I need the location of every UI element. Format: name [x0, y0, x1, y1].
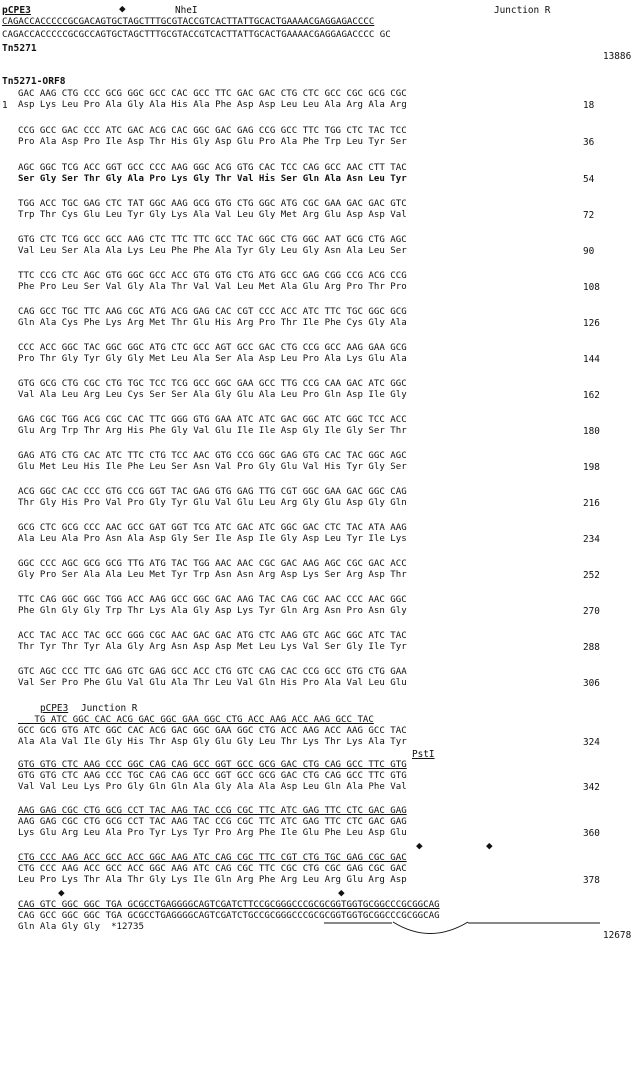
aa-end-number: 162 — [583, 390, 600, 401]
aa-end-number: 360 — [583, 828, 600, 839]
aa-row: Val Leu Ser Ala Ala Lys Leu Phe Phe Ala Tyr Gly Leu Gly Asn Ala Leu Ser — [18, 246, 407, 256]
aa-row: Lys Glu Arg Leu Ala Pro Tyr Lys Tyr Pro Arg Phe Ile Glu Phe Leu Asp Glu — [18, 828, 407, 838]
aa-end-number: 18 — [583, 100, 595, 111]
arc-connector — [393, 922, 468, 934]
aa-row: Glu Arg Trp Thr Arg His Phe Gly Val Glu Ile Ile Asp Gly Ile Gly Ser Thr — [18, 426, 407, 436]
aa-row: Gln Ala Gly Gly *12735 — [18, 922, 144, 932]
aa-end-number: 252 — [583, 570, 600, 581]
pcpe3-row: TG ATC GGC CAC ACG GAC GGC GAA GGC CTG ACC AAG ACC AAG GCC TAC — [18, 715, 374, 725]
aa-end-number: 90 — [583, 246, 595, 257]
aa-end-number: 234 — [583, 534, 600, 545]
nt-row: CCC ACC GGC TAC GGC GGC ATG CTC GCC AGT GCC GAC CTG CCG GCC AAG GAA GCG — [18, 343, 407, 353]
tn5271-label: Tn5271 — [2, 43, 37, 54]
nt-row: GCC GCG GTG ATC GGC CAC ACG GAC GGC GAA GGC CTG ACC AAG ACC AAG GCC TAC — [18, 726, 407, 736]
aa-end-number: 36 — [583, 137, 595, 148]
end-position-number: 12678 — [603, 930, 632, 941]
aa-end-number: 288 — [583, 642, 600, 653]
aa-row: Val Val Leu Lys Pro Gly Gln Gln Ala Gly Ala Ala Asp Leu Gln Ala Phe Val — [18, 782, 407, 792]
aa-end-number: 324 — [583, 737, 600, 748]
aa-row: Asp Lys Leu Pro Ala Gly Ala His Ala Phe Asp Asp Leu Leu Ala Arg Ala Arg — [18, 100, 407, 110]
pcpe3-row: GTG GTG CTC AAG CCC GGC CAG CAG GCC GGT GCC GCG GAC CTG CAG GCC TTC GTG — [18, 760, 407, 770]
aa-row: Leu Pro Lys Thr Ala Thr Gly Lys Ile Gln Arg Phe Arg Leu Arg Glu Arg Asp — [18, 875, 407, 885]
nt-row: TGG ACC TGC GAG CTC TAT GGC AAG GCG GTG CTG GGC ATG CGC GAA GAC GAC GTC — [18, 199, 407, 209]
aa-row: Gly Pro Ser Ala Ala Leu Met Tyr Trp Asn Asn Arg Asp Lys Ser Arg Asp Thr — [18, 570, 407, 580]
diamond-marker-icon: ◆ — [58, 886, 65, 899]
aa-end-number: 54 — [583, 174, 595, 185]
pcpe3-junction-label: pCPE3 — [40, 703, 69, 714]
aa-row: Val Ala Leu Arg Leu Cys Ser Ser Ala Gly Glu Ala Leu Pro Gln Asp Ile Gly — [18, 390, 407, 400]
nt-row: AGC GGC TCG ACC GGT GCC CCC AAG GGC ACG GTG CAC TCC CAG GCC AAC CTT TAC — [18, 163, 407, 173]
aa-end-number: 306 — [583, 678, 600, 689]
nt-row: GTG GCG CTG CGC CTG TGC TCC TCG GCC GGC GAA GCC TTG CCG CAA GAC ATC GGC — [18, 379, 407, 389]
diamond-marker-icon: ◆ — [416, 839, 423, 852]
orf-label: Tn5271-ORF8 — [2, 76, 66, 87]
aa-row: Ala Ala Val Ile Gly His Thr Asp Gly Glu Gly Leu Thr Lys Thr Lys Ala Tyr — [18, 737, 407, 747]
junction-r-label-2: Junction R — [81, 703, 138, 714]
aa-row: Ser Gly Ser Thr Gly Ala Pro Lys Gly Thr Val His Ser Gln Ala Asn Leu Tyr — [18, 174, 407, 184]
nt-row: ACC TAC ACC TAC GCC GGG CGC AAC GAC GAC ATG CTC AAG GTC AGC GGC ATC TAC — [18, 631, 407, 641]
nt-row: CAG GCC TGC TTC AAG CGC ATG ACG GAG CAC CGT CCC ACC ATC TTC TGC GGC GCG — [18, 307, 407, 317]
aa-row: Pro Ala Asp Pro Ile Asp Thr His Gly Asp Glu Pro Ala Phe Trp Leu Tyr Ser — [18, 137, 407, 147]
start-number: 1 — [2, 100, 8, 111]
aa-row: Thr Gly His Pro Val Pro Gly Tyr Glu Val Glu Leu Arg Gly Glu Asp Gly Gln — [18, 498, 407, 508]
aa-row: Gln Ala Cys Phe Lys Arg Met Thr Glu His Arg Pro Thr Ile Phe Cys Gly Ala — [18, 318, 407, 328]
aa-end-number: 144 — [583, 354, 600, 365]
nt-row: TTC CCG CTC AGC GTG GGC GCC ACC GTG GTG CTG ATG GCC GAG CGG CCG ACG CCG — [18, 271, 407, 281]
aa-row: Phe Pro Leu Ser Val Gly Ala Thr Val Val Leu Met Ala Glu Arg Pro Thr Pro — [18, 282, 407, 292]
tn5271-sequence: CAGACCACCCCCGCGCCAGTGCTAGCTTTGCGTACCGTCACTTATTGCACTGAAAACGAGGAGACCCC GC — [2, 30, 391, 40]
nt-row: GAG CGC TGG ACG CGC CAC TTC GGG GTG GAA ATC ATC GAC GGC ATC GGC TCC ACC — [18, 415, 407, 425]
aa-row: Glu Met Leu His Ile Phe Leu Ser Asn Val Pro Gly Glu Val His Tyr Gly Ser — [18, 462, 407, 472]
nt-row: GTG CTC TCG GCC GCC AAG CTC TTC TTC GCC TAC GGC CTG GGC AAT GCG CTG AGC — [18, 235, 407, 245]
nt-row: TTC CAG GGC GGC TGG ACC AAG GCC GGC GAC AAG TAC CAG CGC AAC CCC AAC GGC — [18, 595, 407, 605]
aa-row: Thr Tyr Thr Tyr Ala Gly Arg Asn Asp Asp Met Leu Lys Val Ser Gly Ile Tyr — [18, 642, 407, 652]
aa-end-number: 216 — [583, 498, 600, 509]
nt-row: CCG GCC GAC CCC ATC GAC ACG CAC GGC GAC GAG CCG GCC TTC TGG CTC TAC TCC — [18, 126, 407, 136]
nt-row: GTC AGC CCC TTC GAG GTC GAG GCC ACC CTG GTC CAG CAC CCG GCC GTG CTG GAA — [18, 667, 407, 677]
pcpe3-sequence: CAGACCACCCCCGCGACAGTGCTAGCTTTGCGTACCGTCACTTATTGCACTGAAAACGAGGAGACCCC — [2, 17, 375, 27]
psti-label: PstI — [412, 749, 435, 760]
aa-end-number: 342 — [583, 782, 600, 793]
pcpe3-row: AAG GAG CGC CTG GCG CCT TAC AAG TAC CCG CGC TTC ATC GAG TTC CTC GAC GAG — [18, 806, 407, 816]
aa-row: Ala Leu Ala Pro Asn Ala Asp Gly Ser Ile Asp Ile Gly Asp Leu Tyr Ile Lys — [18, 534, 407, 544]
nt-row: GGC CCC AGC GCG GCG TTG ATG TAC TGG AAC AAC CGC GAC AAG AGC CGC GAC ACC — [18, 559, 407, 569]
aa-end-number: 72 — [583, 210, 595, 221]
nhei-label: NheI — [175, 5, 198, 16]
aa-end-number: 126 — [583, 318, 600, 329]
nt-row: CTG CCC AAG ACC GCC ACC GGC AAG ATC CAG CGC TTC CGC CTG CGC GAG CGC GAC — [18, 864, 407, 874]
nt-row: GAC AAG CTG CCC GCG GGC GCC CAC GCC TTC GAC GAC CTG CTC GCC CGC GCG CGC — [18, 89, 407, 99]
aa-row: Phe Gln Gly Gly Trp Thr Lys Ala Gly Asp Lys Tyr Gln Arg Asn Pro Asn Gly — [18, 606, 407, 616]
aa-end-number: 108 — [583, 282, 600, 293]
nt-row: GTG GTG CTC AAG CCC TGC CAG CAG GCC GGT GCC GCG GAC CTG CAG GCC TTC GTG — [18, 771, 407, 781]
diamond-marker-icon: ◆ — [486, 839, 493, 852]
pcpe3-label: pCPE3 — [2, 5, 31, 16]
diamond-marker-icon: ◆ — [119, 2, 126, 15]
junction-r-label: Junction R — [494, 5, 551, 16]
aa-end-number: 180 — [583, 426, 600, 437]
pcpe3-row: CTG CCC AAG ACC GCC ACC GGC AAG ATC CAG CGC TTC CGT CTG TGC GAG CGC GAC — [18, 853, 407, 863]
nt-row: GCG CTC GCG CCC AAC GCC GAT GGT TCG ATC GAC ATC GGC GAC CTC TAC ATA AAG — [18, 523, 407, 533]
aa-end-number: 198 — [583, 462, 600, 473]
nt-row: CAG GCC GGC GGC TGA GCGCCTGAGGGGCAGTCGATCTGCCGCGGGCCCGCGCGGTGGTGCGGCCCGCGGCAG — [18, 911, 440, 921]
aa-row: Pro Thr Gly Tyr Gly Gly Met Leu Ala Ser Ala Asp Leu Pro Ala Lys Glu Ala — [18, 354, 407, 364]
aa-row: Trp Thr Cys Glu Leu Tyr Gly Lys Ala Val Leu Gly Met Arg Glu Asp Asp Val — [18, 210, 407, 220]
pcpe3-row: CAG GTC GGC GGC TGA GCGCCTGAGGGGCAGTCGATCTTCCGCGGGCCCGCGCGGTGGTGCGGCCCGCGGCAG — [18, 900, 440, 910]
aa-row: Val Ser Pro Phe Glu Val Glu Ala Thr Leu Val Gln His Pro Ala Val Leu Glu — [18, 678, 407, 688]
aa-end-number: 378 — [583, 875, 600, 886]
nt-row: ACG GGC CAC CCC GTG CCG GGT TAC GAG GTG GAG TTG CGT GGC GAA GAC GGC CAG — [18, 487, 407, 497]
tn5271-position: 13886 — [603, 51, 632, 62]
nt-row: AAG GAG CGC CTG GCG CCT TAC AAG TAC CCG CGC TTC ATC GAG TTC CTC GAC GAG — [18, 817, 407, 827]
aa-end-number: 270 — [583, 606, 600, 617]
diamond-marker-icon: ◆ — [338, 886, 345, 899]
nt-row: GAG ATG CTG CAC ATC TTC CTG TCC AAC GTG CCG GGC GAG GTG CAC TAC GGC AGC — [18, 451, 407, 461]
